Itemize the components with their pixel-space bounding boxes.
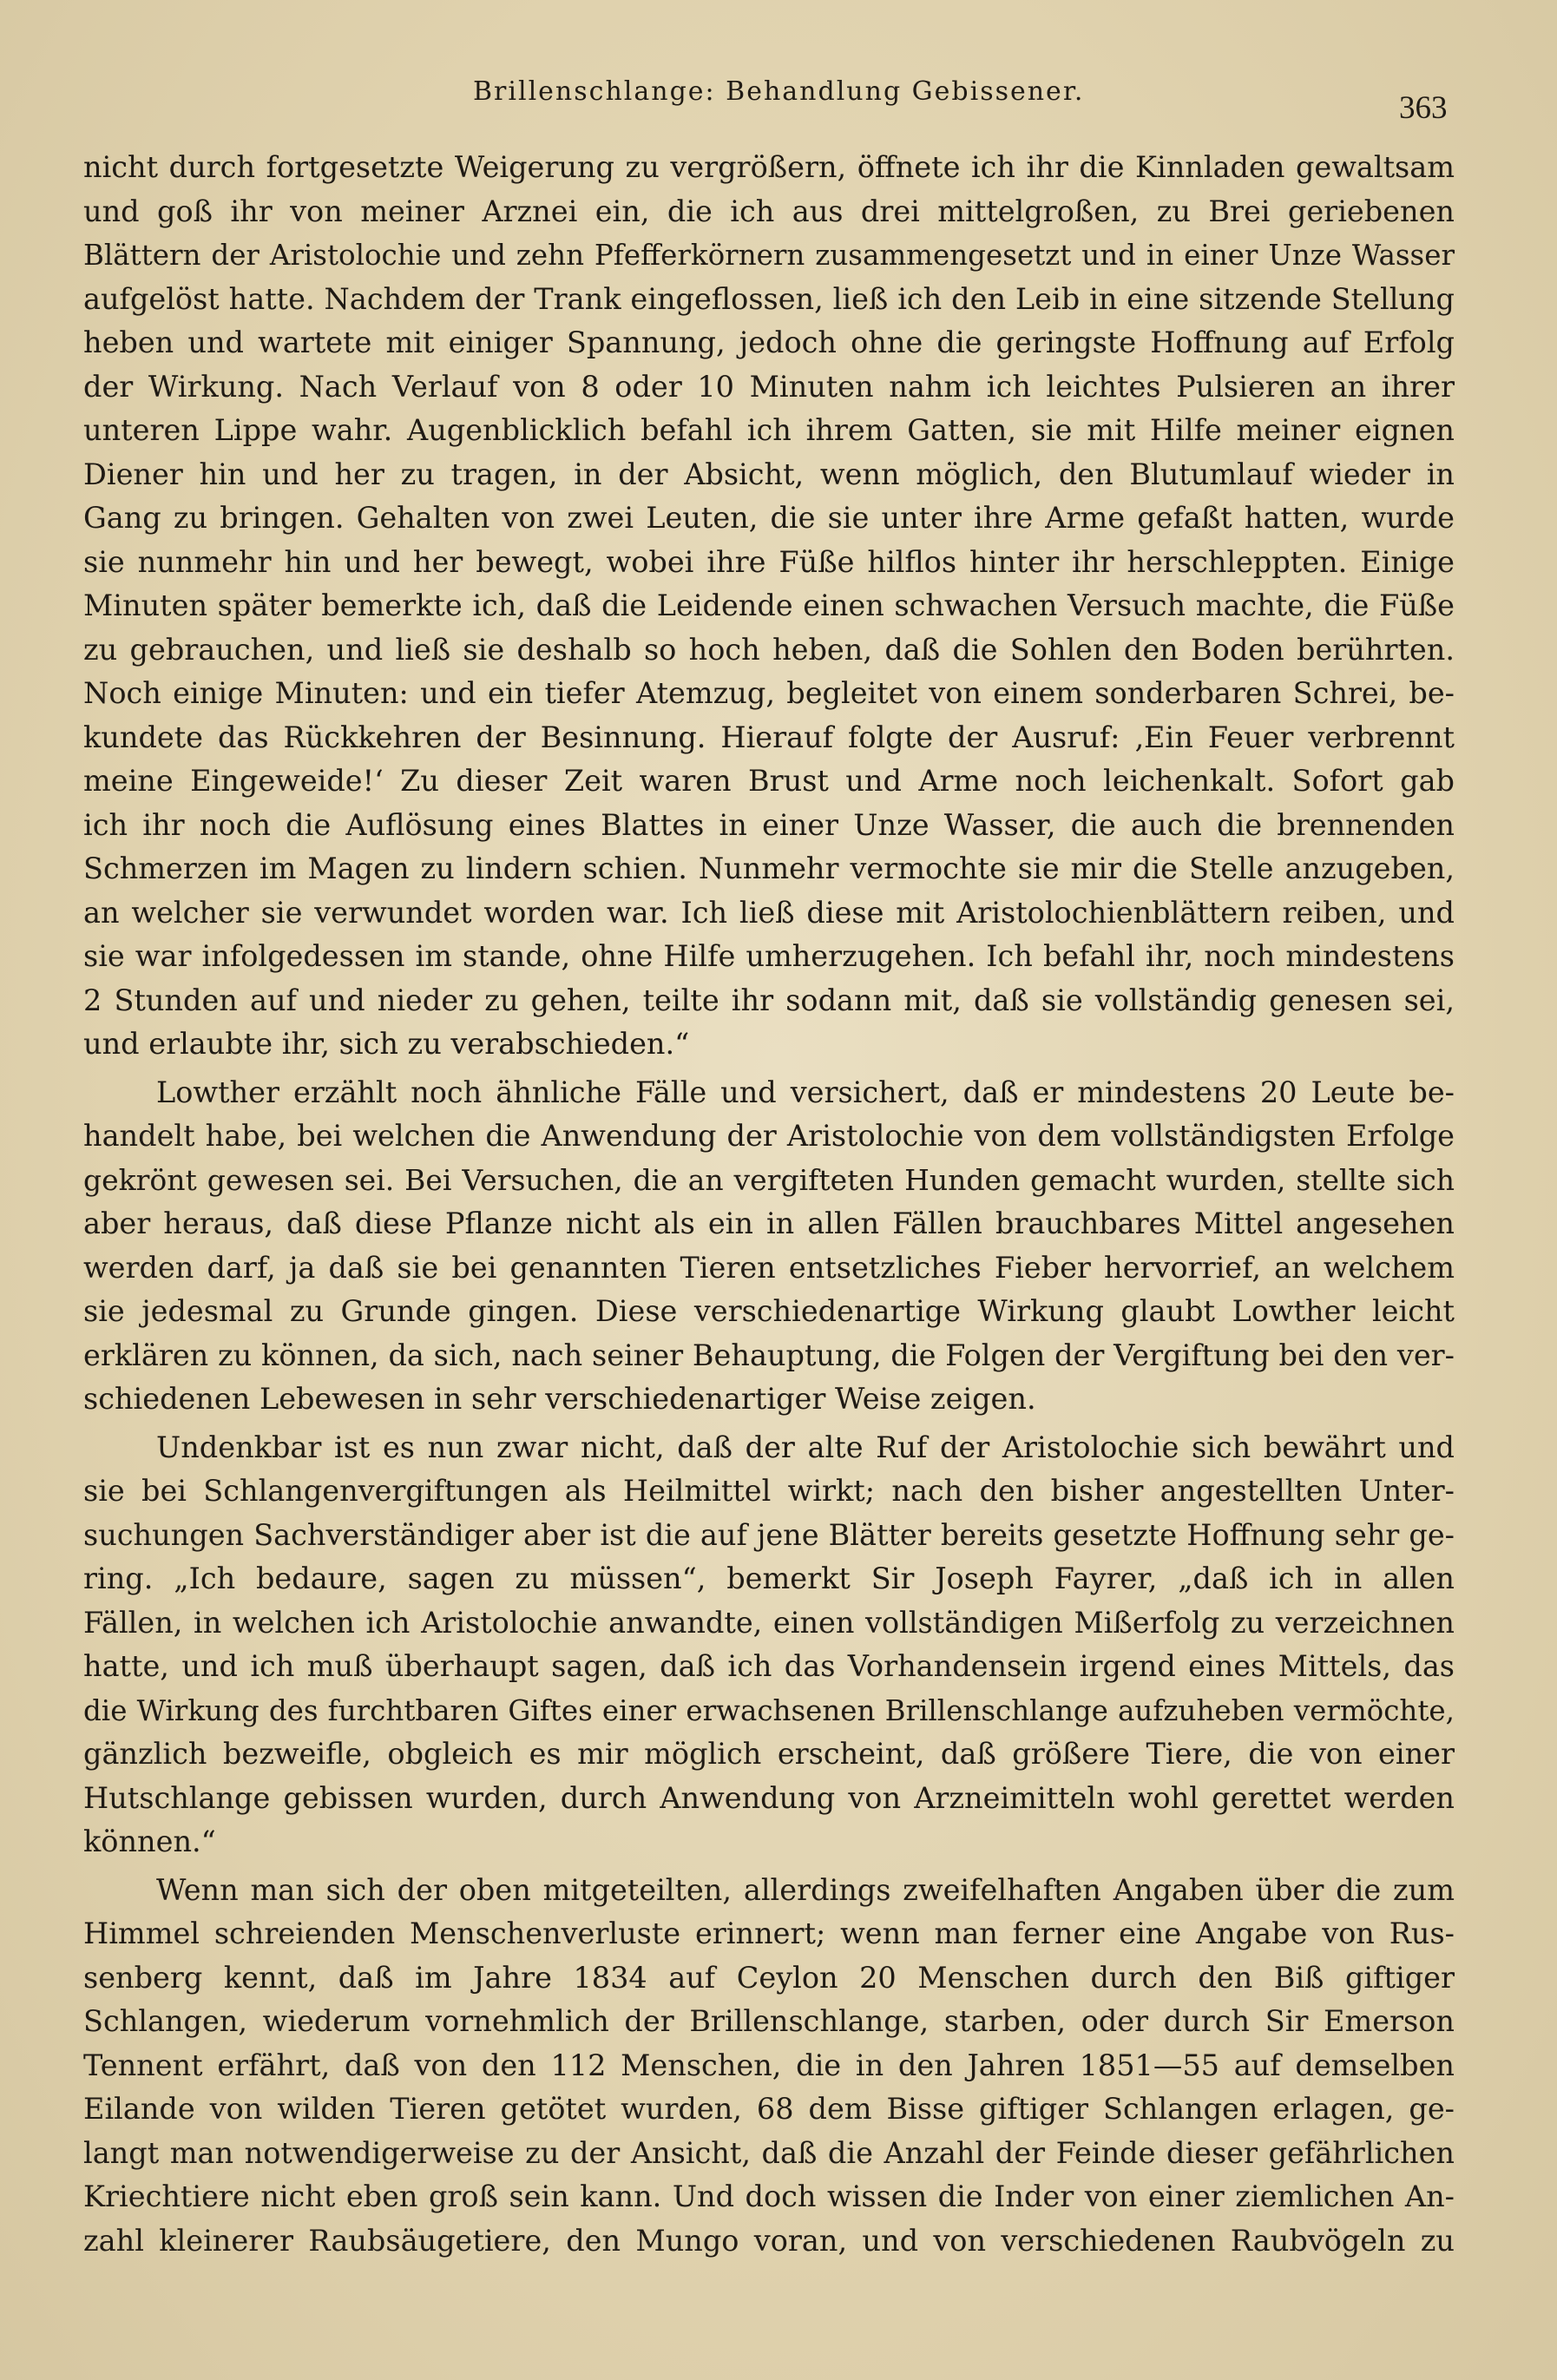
text-line: zahl kleinerer Raubsäugetiere, den Mungo voran, und von verschiedenen Raubvögeln zu (83, 2223, 1455, 2258)
text-line: sie nunmehr hin und her bewegt, wobei ihre Füße hilflos hinter ihr herschleppten. Einige (83, 544, 1455, 579)
text-line: werden darf, ja daß sie bei genannten Tieren entsetzliches Fieber hervorrief, an welchem (83, 1250, 1455, 1285)
text-line: Hutschlange gebissen wurden, durch Anwendung von Arzneimitteln wohl gerettet werden (83, 1780, 1455, 1815)
text-line: handelt habe, bei welchen die Anwendung der Aristolochie von dem vollständigsten Erfolge (83, 1119, 1455, 1153)
text-line: Tennent erfährt, daß von den 112 Menschen, die in den Jahren 1851—55 auf demselben (83, 2048, 1455, 2082)
text-line: unteren Lippe wahr. Augenblicklich befahl ich ihrem Gatten, sie mit Hilfe meiner eignen (83, 413, 1455, 447)
text-line: heben und wartete mit einiger Spannung, jedoch ohne die geringste Hoffnung auf Erfolg (83, 325, 1455, 359)
text-line: die Wirkung des furchtbaren Giftes einer erwachsenen Brillenschlange aufzuheben vermöchte, (83, 1693, 1455, 1727)
text-line: Eilande von wilden Tieren getötet wurden, 68 dem Bisse giftiger Schlangen erlagen, ge- (83, 2092, 1455, 2126)
text-line: Lowther erzählt noch ähnliche Fälle und versichert, daß er mindestens 20 Leute be- (156, 1075, 1455, 1109)
paragraph (83, 1426, 1455, 1864)
text-line: nicht durch fortgesetzte Weigerung zu vergrößern, öffnete ich ihr die Kinnladen gewaltsam (83, 150, 1455, 184)
text-line: Wenn man sich der oben mitgeteilten, allerdings zweifelhaften Angaben über die zum (156, 1872, 1455, 1907)
text-line: Schmerzen im Magen zu lindern schien. Nunmehr vermochte sie mir die Stelle anzugeben, (83, 851, 1455, 885)
text-line: sie jedesmal zu Grunde gingen. Diese verschiedenartige Wirkung glaubt Lowther leicht (83, 1294, 1455, 1328)
text-line: Diener hin und her zu tragen, in der Absicht, wenn möglich, den Blutumlauf wieder in (83, 457, 1455, 491)
text-line: Gang zu bringen. Gehalten von zwei Leuten, die sie unter ihre Arme gefaßt hatten, wurde (83, 501, 1455, 535)
text-line: sie bei Schlangenvergiftungen als Heilmittel wirkt; nach den bisher angestellten Unter- (83, 1474, 1455, 1508)
text-line: Noch einige Minuten: und ein tiefer Atemzug, begleitet von einem sonderbaren Schrei, be- (83, 676, 1455, 710)
text-line: zu gebrauchen, und ließ sie deshalb so hoch heben, daß die Sohlen den Boden berührten. (83, 632, 1455, 667)
text-line: Undenkbar ist es nun zwar nicht, daß der alte Ruf der Aristolochie sich bewährt und (156, 1430, 1455, 1464)
text-line: aufgelöst hatte. Nachdem der Trank eingeflossen, ließ ich den Leib in eine sitzende Stellung (83, 281, 1455, 316)
text-line: suchungen Sachverständiger aber ist die auf jene Blätter bereits gesetzte Hoffnung sehr ge- (83, 1517, 1455, 1552)
text-line: gänzlich bezweifle, obgleich es mir möglich erscheint, daß größere Tiere, die von einer (83, 1737, 1455, 1771)
text-line: Fällen, in welchen ich Aristolochie anwandte, einen vollständigen Mißerfolg zu verzeichnen (83, 1605, 1455, 1640)
paragraph (83, 1071, 1455, 1422)
paragraph (83, 1869, 1455, 2264)
text-line: Schlangen, wiederum vornehmlich der Brillenschlange, starben, oder durch Sir Emerson (83, 2004, 1455, 2038)
text-line: an welcher sie verwundet worden war. Ich ließ diese mit Aristolochienblättern reiben, und (83, 895, 1455, 930)
text-line: Blättern der Aristolochie und zehn Pfefferkörnern zusammengesetzt und in einer Unze Wasser (83, 239, 1455, 272)
text-line: schiedenen Lebewesen in sehr verschiedenartiger Weise zeigen. (83, 1382, 1036, 1416)
text-line: hatte, und ich muß überhaupt sagen, daß ich das Vorhandensein irgend eines Mittels, das (83, 1649, 1455, 1683)
text-line: und erlaubte ihr, sich zu verabschieden.“ (83, 1027, 690, 1061)
text-line: der Wirkung. Nach Verlauf von 8 oder 10 Minuten nahm ich leichtes Pulsieren an ihrer (83, 369, 1455, 404)
body-text (83, 146, 1455, 2263)
text-line: und goß ihr von meiner Arznei ein, die ich aus drei mittelgroßen, zu Brei geriebenen (83, 194, 1455, 228)
text-line: langt man notwendigerweise zu der Ansicht, daß die Anzahl der Feinde dieser gefährlichen (83, 2135, 1455, 2170)
text-line: kundete das Rückkehren der Besinnung. Hierauf folgte der Ausruf: ‚Ein Feuer verbrennt (83, 720, 1455, 754)
text-line: ring. „Ich bedaure, sagen zu müssen“, bemerkt Sir Joseph Fayrer, „daß ich in allen (83, 1561, 1455, 1595)
text-line: erklären zu können, da sich, nach seiner Behauptung, die Folgen der Vergiftung bei den ver- (83, 1338, 1455, 1372)
text-line: ich ihr noch die Auflösung eines Blattes in einer Unze Wasser, die auch die brennenden (83, 807, 1455, 842)
text-line: Himmel schreienden Menschenverluste erinnert; wenn man ferner eine Angabe von Rus- (83, 1916, 1455, 1950)
text-line: 2 Stunden auf und nieder zu gehen, teilte ihr sodann mit, daß sie vollständig genesen sei, (83, 983, 1455, 1017)
text-line: können.“ (83, 1824, 216, 1858)
text-line: aber heraus, daß diese Pflanze nicht als ein in allen Fällen brauchbares Mittel angesehen (83, 1206, 1455, 1240)
text-line: meine Eingeweide!‘ Zu dieser Zeit waren Brust und Arme noch leichenkalt. Sofort gab (83, 764, 1455, 798)
text-line: Kriechtiere nicht eben groß sein kann. Und doch wissen die Inder von einer ziemlichen An- (83, 2179, 1455, 2213)
paragraph (83, 146, 1455, 1067)
running-head: Brillenschlange: Behandlung Gebissener. (473, 76, 1085, 107)
text-line: senberg kennt, daß im Jahre 1834 auf Ceylon 20 Menschen durch den Biß giftiger (83, 1960, 1455, 1995)
text-line: sie war infolgedessen im stande, ohne Hilfe umherzugehen. Ich befahl ihr, noch mindestens (83, 939, 1455, 973)
text-line: Minuten später bemerkte ich, daß die Leidende einen schwachen Versuch machte, die Füße (83, 588, 1455, 622)
text-line: gekrönt gewesen sei. Bei Versuchen, die an vergifteten Hunden gemacht wurden, stellte sich (83, 1162, 1455, 1197)
page-number: 363 (1399, 90, 1448, 126)
